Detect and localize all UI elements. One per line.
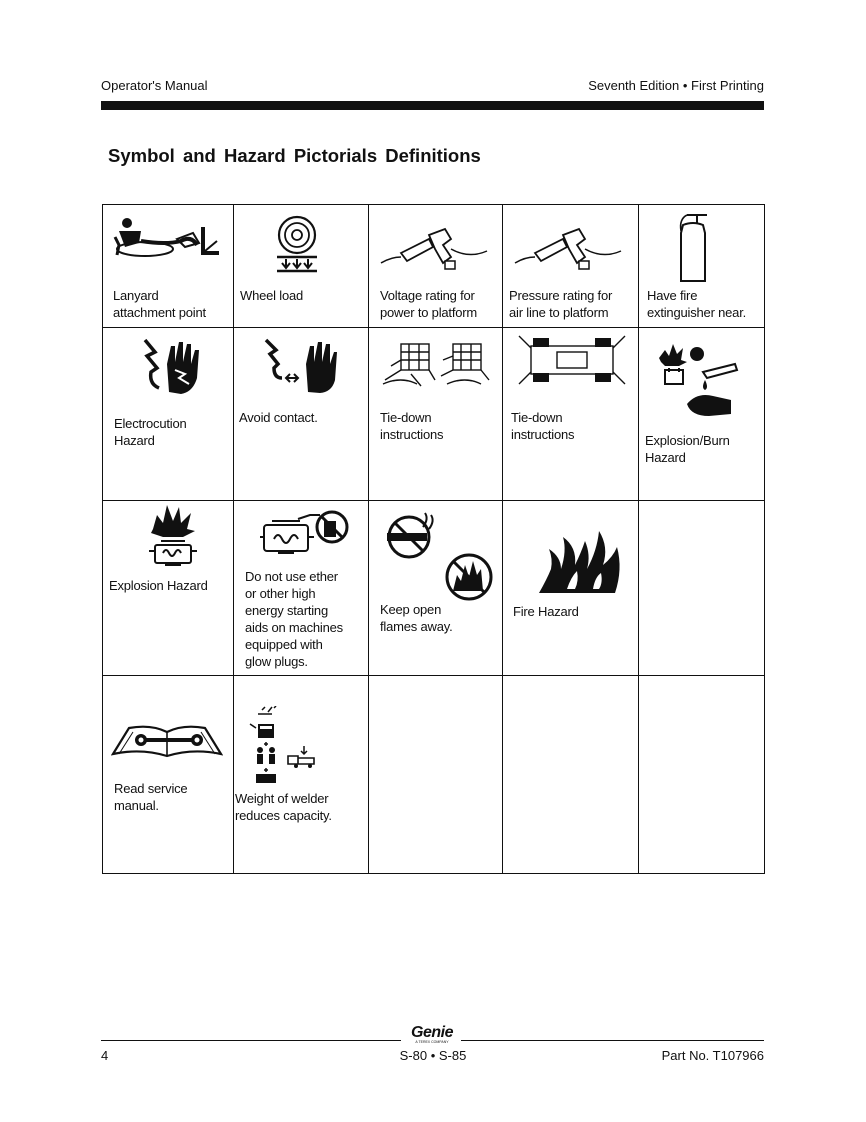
avoid-contact-hand-icon: [262, 338, 338, 394]
caption: Avoid contact.: [239, 410, 318, 425]
table-cell: [503, 676, 639, 874]
caption: Wheel load: [240, 288, 304, 303]
table-cell: [639, 205, 765, 328]
no-smoking-no-flame-icon: [383, 511, 495, 603]
header-rule: [101, 101, 764, 110]
tie-down-platform-icon: [381, 340, 493, 388]
table-cell: [503, 328, 639, 501]
table-cell: [639, 501, 765, 676]
pressure-air-line-icon: [513, 223, 623, 273]
table-cell: [103, 676, 234, 874]
table-cell: [103, 501, 234, 676]
table-cell: [103, 328, 234, 501]
caption: Tie-down instructions: [511, 410, 575, 442]
caption: Weight of welder reduces capacity.: [235, 791, 332, 823]
tie-down-chassis-icon: [517, 334, 627, 386]
caption: Fire Hazard: [513, 604, 579, 619]
caption: Do not use ether or other high energy starting aids on machines equipped with glow plugs.: [245, 569, 343, 669]
wheel-load-icon: [274, 215, 320, 273]
caption: Tie-down instructions: [380, 410, 444, 442]
table-cell: [234, 676, 369, 874]
table-cell: [234, 205, 369, 328]
header-manual-title: Operator's Manual: [101, 78, 208, 93]
no-ether-engine-icon: [258, 509, 350, 557]
footer-page-number: 4: [101, 1048, 109, 1063]
table-cell: [234, 501, 369, 676]
table-cell: [369, 676, 503, 874]
table-cell: [103, 205, 234, 328]
caption: Explosion Hazard: [109, 578, 208, 593]
fire-flames-icon: [537, 529, 623, 595]
footer-rule-left: [101, 1040, 401, 1041]
table-cell: [369, 328, 503, 501]
footer-part-number: Part No. T107966: [661, 1048, 764, 1063]
lanyard-attachment-icon: [111, 215, 223, 263]
caption: Keep open flames away.: [380, 602, 453, 634]
genie-logo: Genie A TEREX COMPANY: [411, 1024, 453, 1044]
table-cell: [503, 501, 639, 676]
welder-weight-icon: [246, 706, 324, 784]
table-cell: [639, 328, 765, 501]
footer-model: S-80 • S-85: [399, 1048, 467, 1063]
table-cell: [369, 501, 503, 676]
footer-rule-right: [461, 1040, 764, 1041]
caption: Electrocution Hazard: [114, 416, 187, 448]
table-cell: [639, 676, 765, 874]
fire-extinguisher-icon: [673, 211, 713, 283]
voltage-plug-icon: [379, 223, 489, 273]
table-cell: [369, 205, 503, 328]
caption: Lanyard attachment point: [113, 288, 206, 320]
explosion-engine-icon: [147, 503, 199, 569]
caption: Pressure rating for air line to platform: [509, 288, 613, 320]
symbols-table: [102, 204, 765, 874]
explosion-burn-icon: [657, 342, 743, 420]
table-cell: [234, 328, 369, 501]
page-title: Symbol and Hazard Pictorials Definitions: [108, 145, 481, 166]
electrocution-hand-icon: [141, 338, 205, 396]
caption: Have fire extinguisher near.: [647, 288, 747, 320]
caption: Explosion/Burn Hazard: [645, 433, 730, 465]
caption: Read service manual.: [114, 781, 188, 813]
header-edition: Seventh Edition • First Printing: [588, 78, 764, 93]
caption: Voltage rating for power to platform: [380, 288, 478, 320]
service-manual-book-icon: [111, 722, 223, 758]
table-cell: [503, 205, 639, 328]
